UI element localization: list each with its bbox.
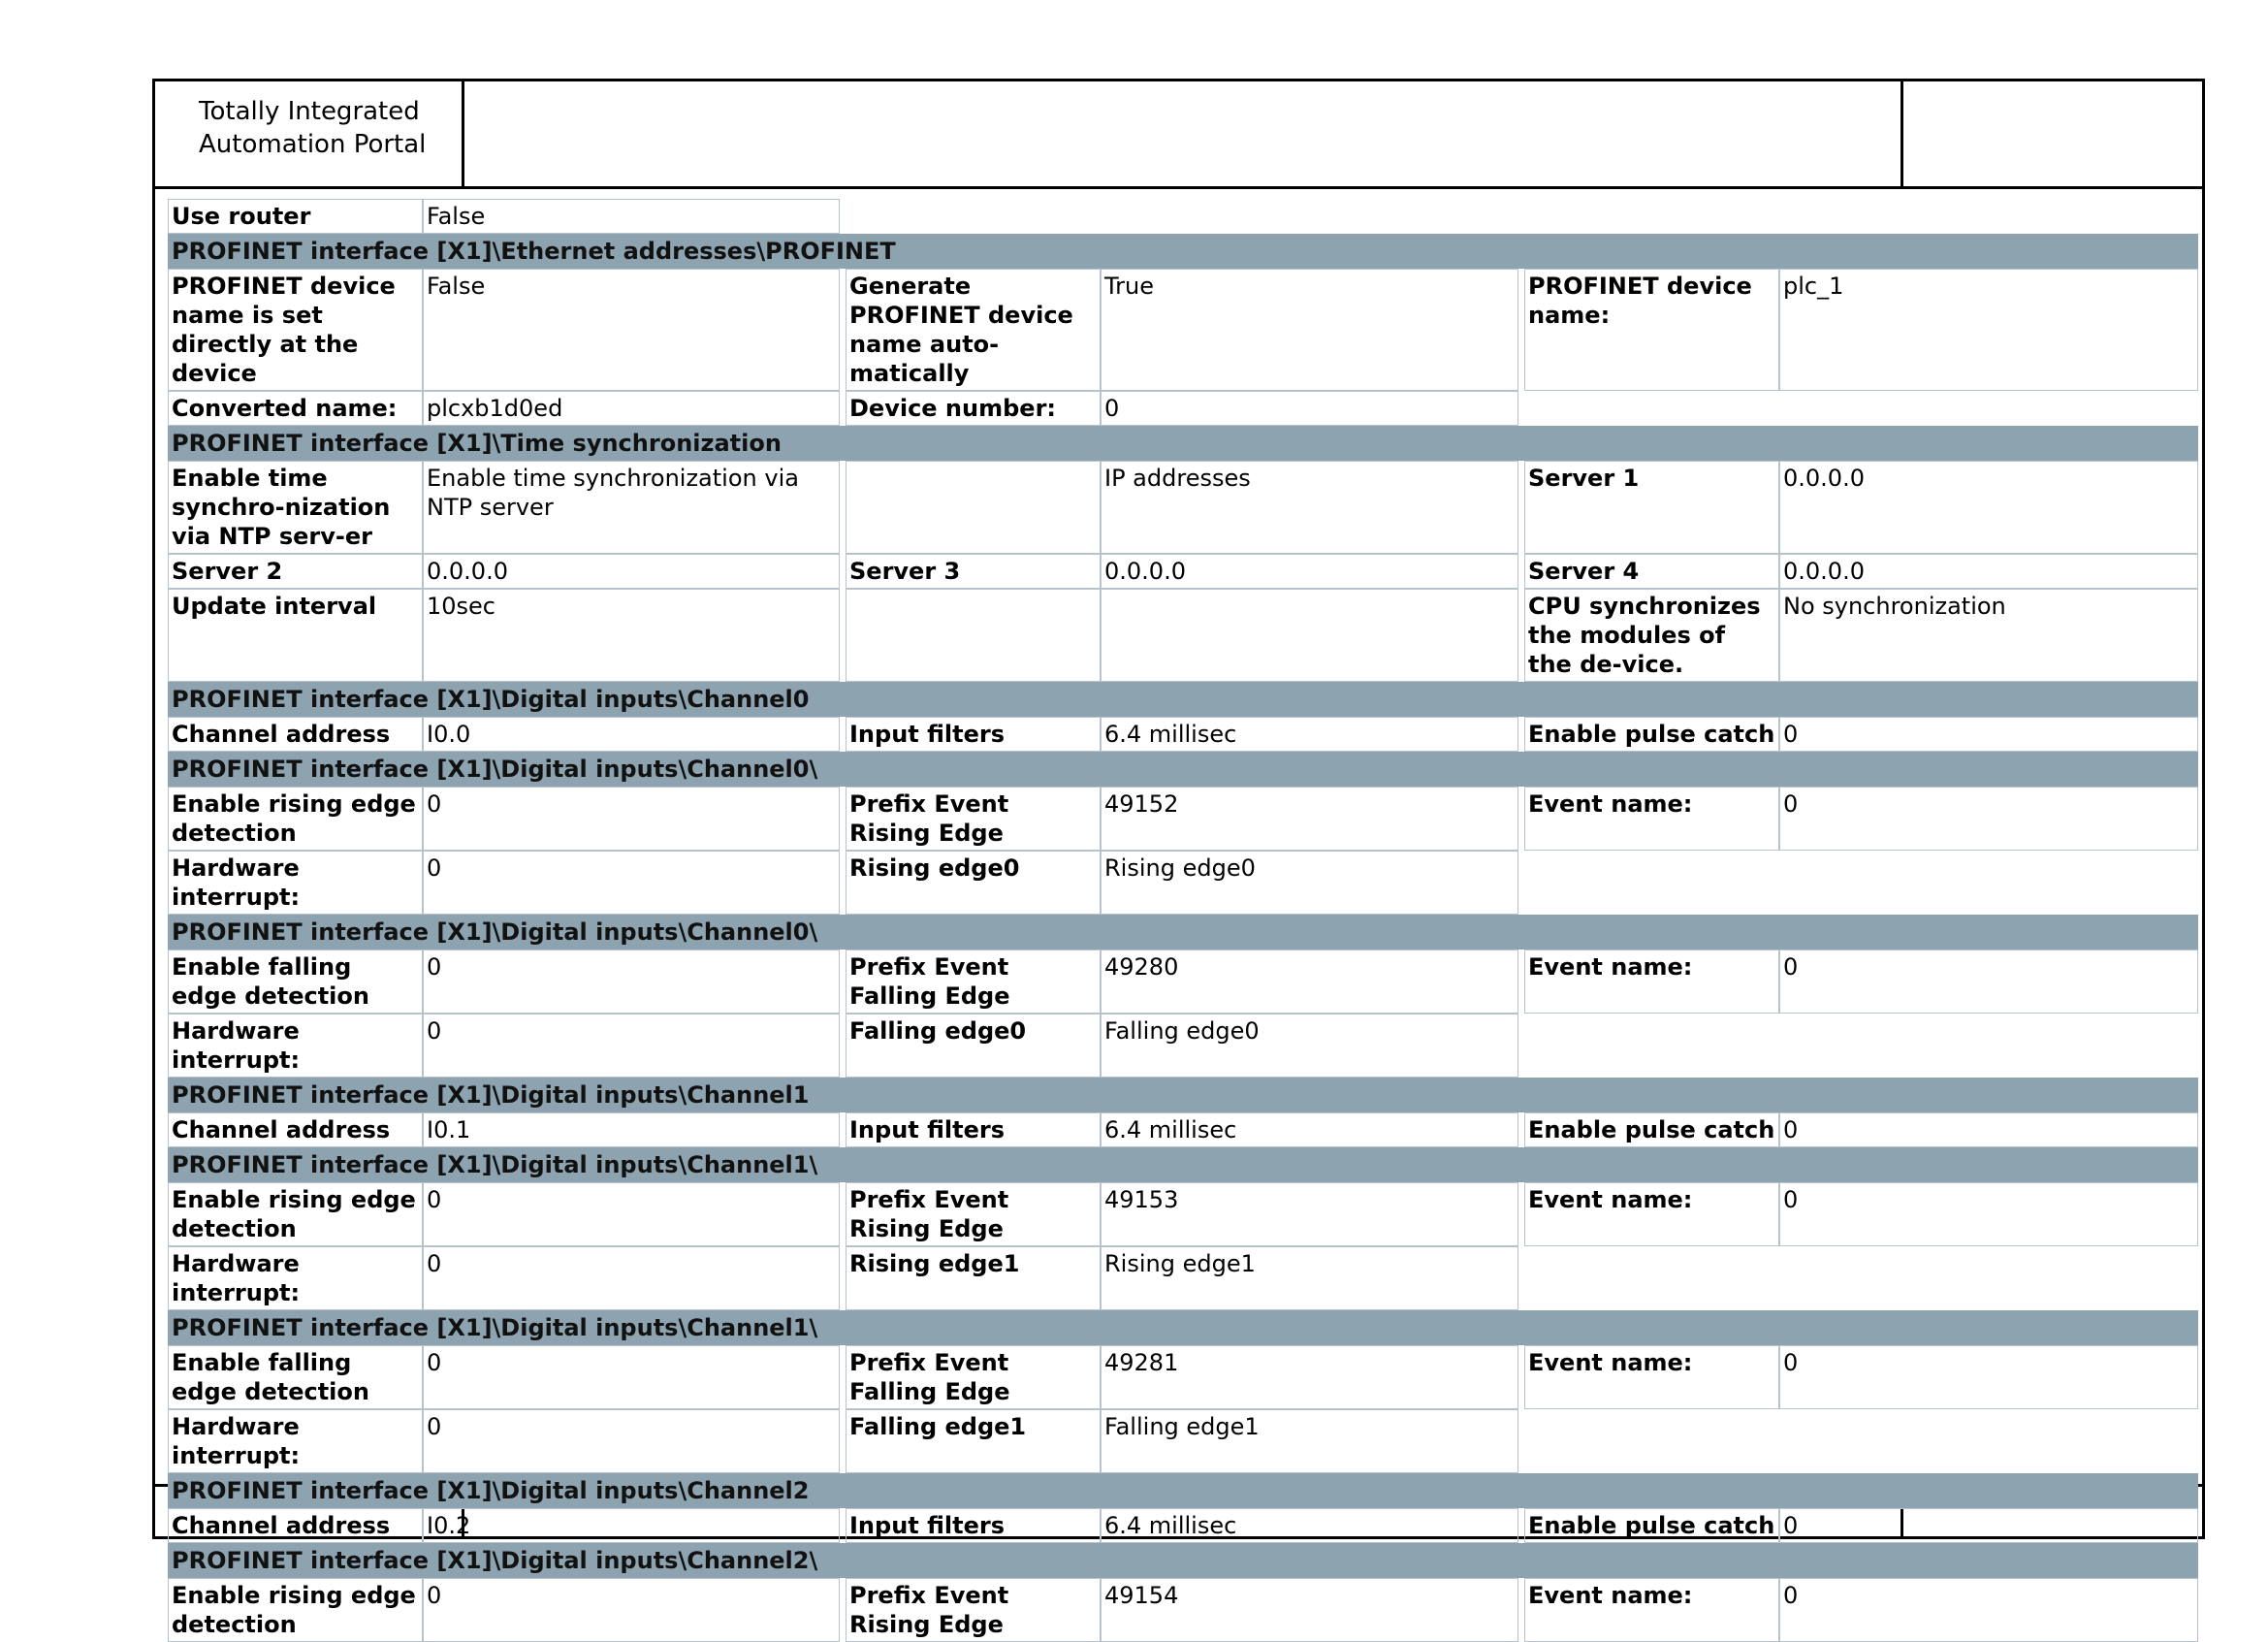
table-row [168, 1345, 2198, 1409]
property-label: Channel address [168, 717, 423, 752]
property-label: Enable time synchro-nization via NTP serv-er [168, 461, 423, 554]
use-router-value: False [423, 199, 840, 234]
property-value: I0.1 [423, 1112, 840, 1147]
brand-line-1: Totally Integrated [199, 97, 420, 126]
property-value: plcxb1d0ed [423, 391, 840, 426]
property-value: 49281 [1101, 1345, 1518, 1409]
table-row [168, 554, 2198, 589]
property-value: Rising edge1 [1101, 1246, 1518, 1310]
section-header [168, 426, 2198, 461]
property-label: Enable rising edge detection [168, 1578, 423, 1642]
property-label: Channel address [168, 1112, 423, 1147]
property-label: Generate PROFINET device name auto-matically [846, 269, 1101, 391]
property-label: Prefix Event Rising Edge [846, 1182, 1101, 1246]
property-value: 0 [423, 1578, 840, 1642]
property-label: Prefix Event Rising Edge [846, 787, 1101, 851]
property-value: I0.2 [423, 1508, 840, 1543]
property-value: 0 [1779, 1345, 2198, 1409]
section-title: PROFINET interface [X1]\Digital inputs\Channel2\ [168, 1543, 2198, 1578]
section-title: PROFINET interface [X1]\Digital inputs\Channel1\ [168, 1310, 2198, 1345]
property-label: Server 4 [1524, 554, 1779, 589]
property-value: 0 [1779, 1112, 2198, 1147]
brand-line-2: Automation Portal [199, 130, 427, 159]
property-label: Event name: [1524, 1578, 1779, 1642]
property-label: Falling edge1 [846, 1409, 1101, 1473]
property-value: 49154 [1101, 1578, 1518, 1642]
header-col-divider-right [1901, 81, 1903, 186]
property-value: Falling edge1 [1101, 1409, 1518, 1473]
property-label: Event name: [1524, 787, 1779, 851]
table-row [168, 461, 2198, 554]
section-header [168, 1078, 2198, 1112]
table-row [168, 269, 2198, 391]
property-value: 0 [423, 787, 840, 851]
property-label: Prefix Event Falling Edge [846, 1345, 1101, 1409]
property-value: plc_1 [1779, 269, 2198, 391]
section-title: PROFINET interface [X1]\Digital inputs\Channel0\ [168, 752, 2198, 787]
property-label: PROFINET device name: [1524, 269, 1779, 391]
section-header [168, 1147, 2198, 1182]
header-divider [155, 186, 2202, 189]
table-row [168, 1246, 2198, 1310]
property-value: 0 [1779, 1182, 2198, 1246]
property-value: 0.0.0.0 [1101, 554, 1518, 589]
property-label: CPU synchronizes the modules of the de-vice. [1524, 589, 1779, 682]
property-value: False [423, 269, 840, 391]
section-header [168, 1310, 2198, 1345]
property-label: Hardware interrupt: [168, 1246, 423, 1310]
properties-table [168, 199, 2198, 1642]
property-value: 0 [1779, 950, 2198, 1014]
property-label [846, 461, 1101, 554]
section-header [168, 234, 2198, 269]
table-row [168, 1182, 2198, 1246]
property-value: 0 [423, 1182, 840, 1246]
property-value: 49280 [1101, 950, 1518, 1014]
property-value: 49152 [1101, 787, 1518, 851]
property-label: Event name: [1524, 950, 1779, 1014]
property-label: Prefix Event Falling Edge [846, 950, 1101, 1014]
section-title: PROFINET interface [X1]\Time synchronization [168, 426, 2198, 461]
property-label: Enable falling edge detection [168, 1345, 423, 1409]
property-value: 0.0.0.0 [1779, 554, 2198, 589]
section-header [168, 915, 2198, 950]
section-title: PROFINET interface [X1]\Digital inputs\Channel2 [168, 1473, 2198, 1508]
property-value: 0 [1779, 787, 2198, 851]
property-label: Hardware interrupt: [168, 1409, 423, 1473]
property-label: PROFINET device name is set directly at the device [168, 269, 423, 391]
property-label: Channel address [168, 1508, 423, 1543]
property-value: 0 [423, 851, 840, 915]
table-row [168, 1508, 2198, 1543]
table-row [168, 1578, 2198, 1642]
properties-document [168, 199, 2198, 1642]
property-value: 0 [423, 1246, 840, 1310]
property-label: Enable pulse catch [1524, 1508, 1779, 1543]
property-value: 0.0.0.0 [423, 554, 840, 589]
section-title: PROFINET interface [X1]\Digital inputs\Channel0\ [168, 915, 2198, 950]
section-title: PROFINET interface [X1]\Digital inputs\Channel1 [168, 1078, 2198, 1112]
property-value: True [1101, 269, 1518, 391]
section-title: PROFINET interface [X1]\Digital inputs\Channel1\ [168, 1147, 2198, 1182]
property-value: Falling edge0 [1101, 1014, 1518, 1078]
property-label: Event name: [1524, 1345, 1779, 1409]
property-value: 6.4 millisec [1101, 1112, 1518, 1147]
property-label: Server 3 [846, 554, 1101, 589]
property-label: Input filters [846, 1508, 1101, 1543]
property-value: 0 [423, 1409, 840, 1473]
property-value [1101, 589, 1518, 682]
table-row [168, 851, 2198, 915]
table-row [168, 199, 2198, 234]
property-value: IP addresses [1101, 461, 1518, 554]
property-label: Converted name: [168, 391, 423, 426]
use-router-label: Use router [168, 199, 423, 234]
table-row [168, 1112, 2198, 1147]
property-label: Device number: [846, 391, 1101, 426]
property-value: 0.0.0.0 [1779, 461, 2198, 554]
property-value: Enable time synchronization via NTP server [423, 461, 840, 554]
property-label: Server 1 [1524, 461, 1779, 554]
property-label: Rising edge0 [846, 851, 1101, 915]
property-label: Enable falling edge detection [168, 950, 423, 1014]
section-title: PROFINET interface [X1]\Digital inputs\Channel0 [168, 682, 2198, 717]
property-label: Input filters [846, 1112, 1101, 1147]
table-row [168, 950, 2198, 1014]
property-value: 6.4 millisec [1101, 1508, 1518, 1543]
section-header [168, 682, 2198, 717]
table-row [168, 1409, 2198, 1473]
property-label: Server 2 [168, 554, 423, 589]
property-value: 10sec [423, 589, 840, 682]
property-label: Rising edge1 [846, 1246, 1101, 1310]
property-label: Event name: [1524, 1182, 1779, 1246]
brand-title [199, 95, 461, 161]
property-label: Enable pulse catch [1524, 1112, 1779, 1147]
property-label: Enable pulse catch [1524, 717, 1779, 752]
table-row [168, 391, 2198, 426]
property-value: 0 [423, 1345, 840, 1409]
table-row [168, 717, 2198, 752]
section-header [168, 1473, 2198, 1508]
property-label: Enable rising edge detection [168, 787, 423, 851]
property-label: Hardware interrupt: [168, 851, 423, 915]
property-value: Rising edge0 [1101, 851, 1518, 915]
table-row [168, 589, 2198, 682]
property-value: 0 [1779, 1508, 2198, 1543]
property-label: Input filters [846, 717, 1101, 752]
property-label: Update interval [168, 589, 423, 682]
section-title: PROFINET interface [X1]\Ethernet addresses\PROFINET [168, 234, 2198, 269]
property-label: Prefix Event Rising Edge [846, 1578, 1101, 1642]
section-header [168, 1543, 2198, 1578]
property-value: 6.4 millisec [1101, 717, 1518, 752]
property-label [846, 589, 1101, 682]
property-value: I0.0 [423, 717, 840, 752]
property-label: Enable rising edge detection [168, 1182, 423, 1246]
property-value: No synchronization [1779, 589, 2198, 682]
property-value: 0 [1101, 391, 1518, 426]
header-col-divider-left [462, 81, 464, 186]
property-label: Falling edge0 [846, 1014, 1101, 1078]
table-row [168, 1014, 2198, 1078]
table-row [168, 787, 2198, 851]
section-header [168, 752, 2198, 787]
property-value: 0 [423, 1014, 840, 1078]
property-value: 0 [1779, 717, 2198, 752]
property-value: 0 [1779, 1578, 2198, 1642]
property-value: 49153 [1101, 1182, 1518, 1246]
property-value: 0 [423, 950, 840, 1014]
property-label: Hardware interrupt: [168, 1014, 423, 1078]
